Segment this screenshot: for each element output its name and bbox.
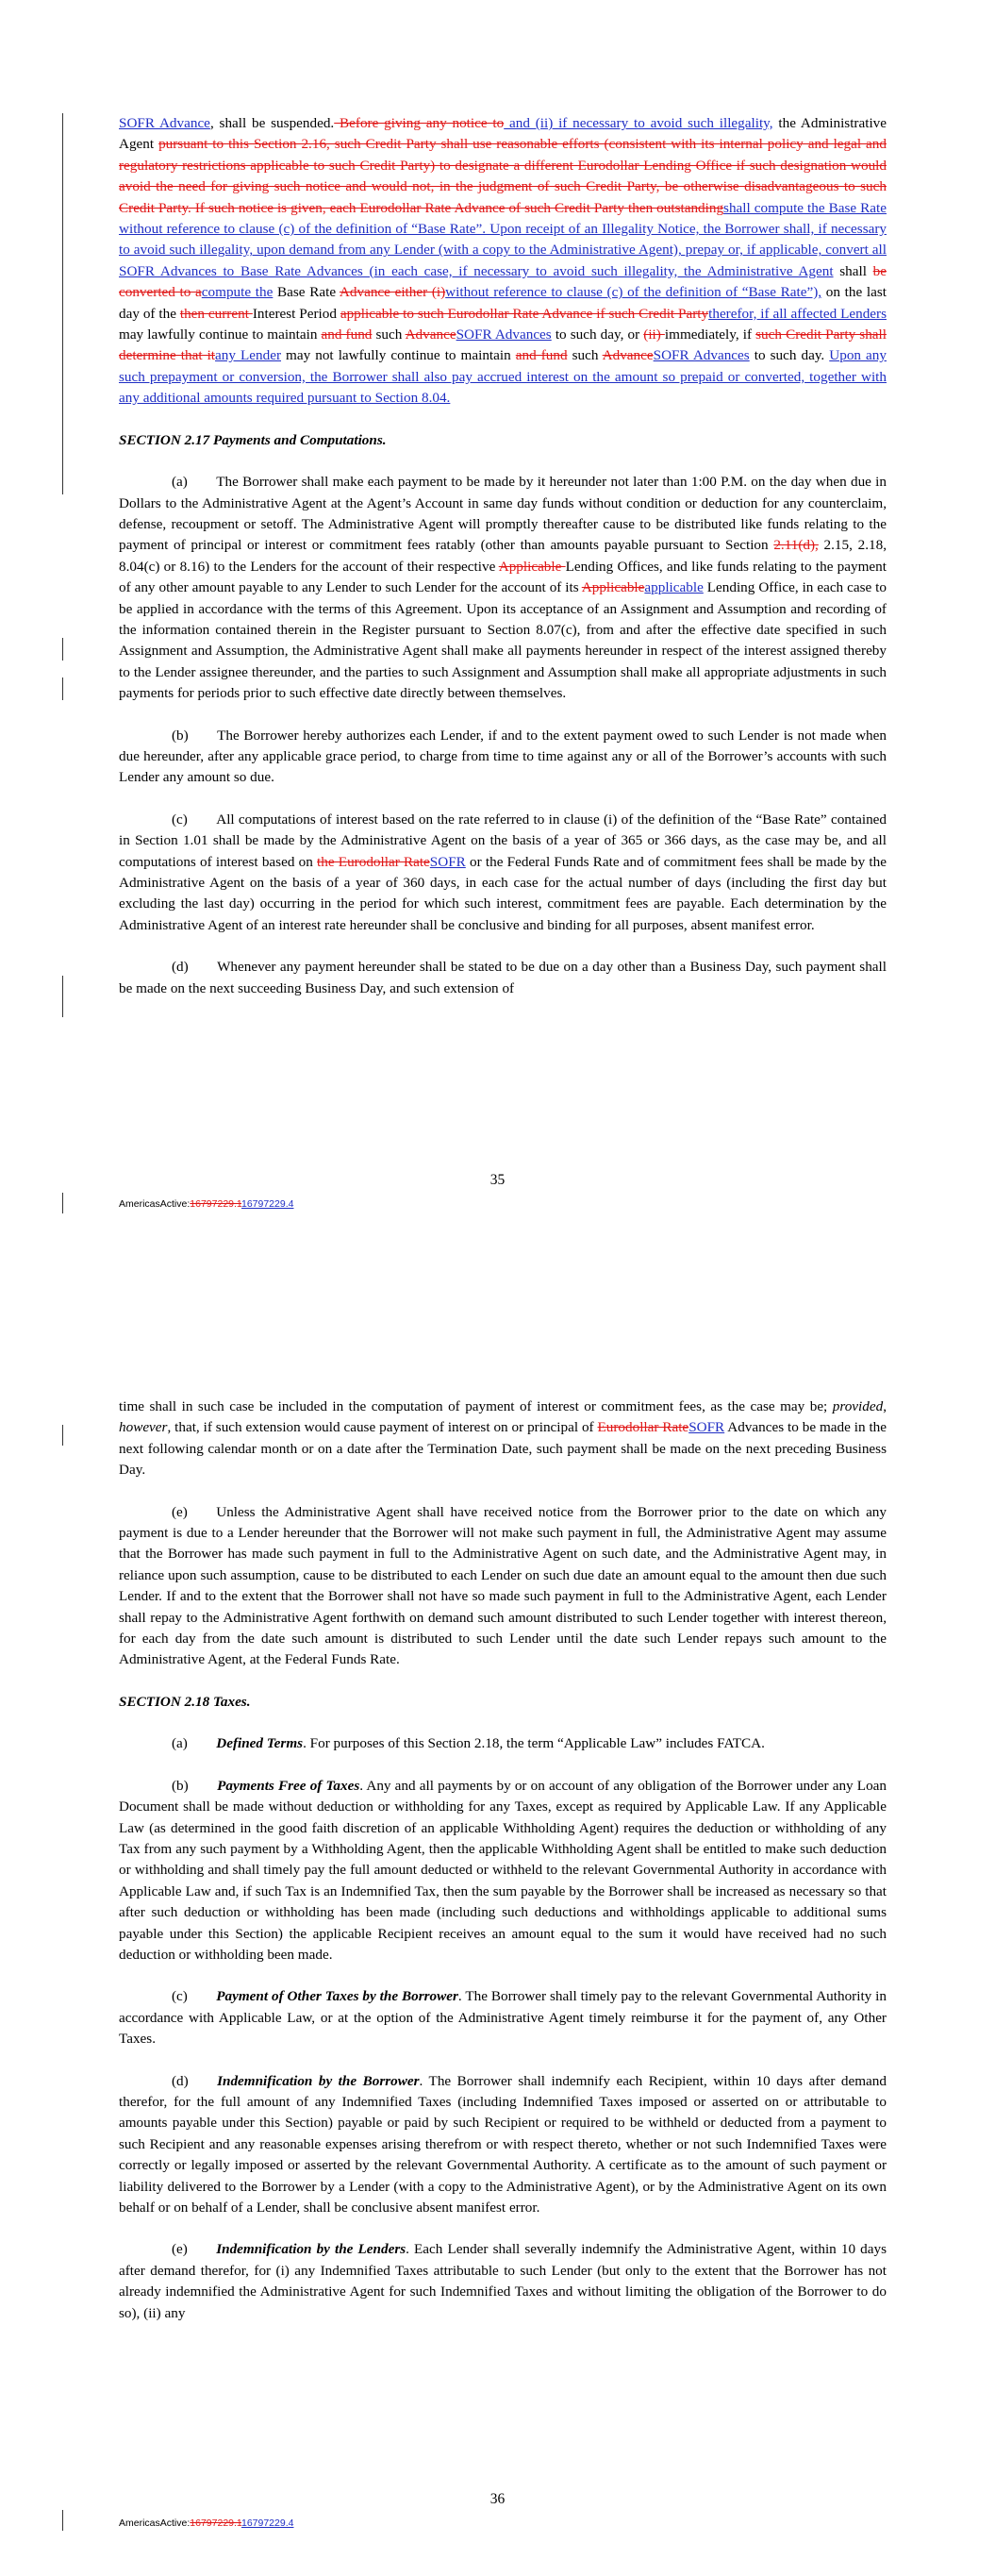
subheading: Indemnification by the Borrower [217,2072,420,2089]
inserted-text: applicable [644,579,704,596]
paragraph-2-18-e [119,2239,887,2324]
deleted-text: Advance [602,347,654,364]
inserted-text: SOFR [688,1419,725,1436]
deleted-text: then current [179,305,253,322]
text: . Any and all payments by or on account of any obligation of the Borrower under any Loan Document shall be made without deduction or withholding for any Taxes, except as required by Applicable Law. If any Applicable Law (as determined in the good faith discretion of an applicable Withholding Agent) requires the deduction or withholding of any Tax from any such payment by a Withholding Agent, then the applicable Withholding Agent shall be entitled to make such deduction or withholding and shall timely pay the full amount deducted or withheld to the relevant Governmental Authority in accordance with Applicable Law and, if such Tax is an Indemnified Tax, then the sum payable by the Borrower shall be increased as necessary so that after such deduction or withholding has been made (including such deductions and withholdings applicable to additional sums payable under this Section) the applicable Recipient receives an amount equal to the sum it would have received had no such deduction or withholding been made. [119,1777,887,1963]
text: to such day. [749,347,830,364]
text: may lawfully continue to maintain [119,326,322,343]
section-heading-2-17: SECTION 2.17 Payments and Computations. [119,431,387,448]
paragraph-2-17-d-continued [119,1397,887,1481]
deleted-text: Eurodollar Rate [597,1419,689,1436]
inserted-text: shall compute the Base Rate without reference to clause (c) of the definition of “Base Rate”. Upon receipt of an Illegality Notice, the Borrower shall, if necessary to avoid such illegality, upon demand from any Lender (with a copy to the Administrative Agent), prepay or, if applicable, convert all SOFR Advances to Base Rate Advances (in each case, if necessary to avoid such illegality, the Administrative Agent [119,199,887,279]
deleted-text: be converted to a [119,262,887,301]
deleted-text: such Credit Party shall determine that it [119,326,887,364]
text: or the Federal Funds Rate and of commitment fees shall be made by the Administrative Agent on the basis of a year of 360 days, in each case for the actual number of days (including the first day but excluding the last day) occurring in the period for which such interest, commitment fees are payable. Each determination by the Administrative Agent of an interest rate hereunder shall be conclusive and binding for all purposes, absent manifest error. [119,853,887,933]
deleted-text: Advance either (i) [339,284,446,301]
change-bar [62,677,63,700]
inserted-text: SOFR Advances [653,347,750,364]
inserted-text: without reference to clause (c) of the definition of “Base Rate”), [445,284,822,301]
deleted-text: and fund [321,326,373,343]
change-bar [62,638,63,661]
deleted-text: the Eurodollar Rate [317,853,430,870]
paragraph-2-18-c [119,1986,887,2049]
text: Advances to be made in the next following calendar month or on a date after the Termination Date, such payment shall be made on the next preceding Business Day. [119,1419,887,1479]
subheading: Indemnification by the Lenders [216,2241,406,2258]
inserted-text: SOFR Advances [456,326,552,343]
text: such [567,347,603,364]
text: (a) The Borrower shall make each payment to be made by it hereunder not later than 1:00 P.M. on the day when due in Dollars to the Administrative Agent at the Agent’s Account in same day funds without condition or deduction for any counterclaim, defense, recoupment or setoff. The Administrative Agent will promptly thereafter cause to be distributed like funds relating to the payment of principal or interest or commitment fees ratably (other than amounts payable pursuant to Section [119,474,887,554]
page-number: 35 [489,1172,506,1188]
change-bar [62,1193,63,1213]
text: shall [833,262,873,279]
text: AmericasActive: [119,2517,191,2529]
paragraph-2-17-d: (d) Whenever any payment hereunder shall be stated to be due on a day other than a Business Day, such payment shall be made on the next succeeding Business Day, and such extension of [119,959,887,996]
deleted-text: Before giving any notice to [334,115,505,131]
text: . The Borrower shall timely pay to the relevant Governmental Authority in accordance with Applicable Law, or at the option of the Administrative Agent timely reimburse it for the payment of, any Other Taxes. [119,1988,887,2048]
deleted-text: 16797229.1 [190,2517,241,2529]
deleted-text: pursuant to this Section 2.16, such Credit Party shall use reasonable efforts (consistent with its internal policy and legal and regulatory restrictions applicable to such Credit Party) to designate a different Eurodollar Lending Office if such designation would avoid the need for giving such notice and would not, in the judgment of such Credit Party, be otherwise disadvantageous to such Credit Party. If such notice is given, each Eurodollar Rate Advance of such Credit Party then outstanding [119,136,887,216]
text: (a) [172,1735,188,1752]
text: immediately, if [664,326,756,343]
deleted-text: and fund [515,347,568,364]
change-bar [62,2510,63,2531]
text: on the last day of the [119,284,887,322]
text: (d) [172,2072,189,2089]
page1-body [119,113,887,1020]
text: , shall be suspended. [209,115,335,131]
deleted-text: Applicable [498,558,566,575]
deleted-text: applicable to such Eurodollar Rate Advance if such Credit Party [340,305,709,322]
inserted-text: therefor, if all affected Lenders [708,305,887,322]
text: (c) [172,1988,188,2005]
inserted-text: Upon any such prepayment or conversion, the Borrower shall also pay accrued interest on the amount so prepaid or converted, together with any additional amounts required pursuant to Section 8.04. [119,347,887,407]
page-36 [0,1264,995,2576]
page-35 [0,0,995,1264]
paragraph-2-17-a [119,472,887,704]
subheading: Payments Free of Taxes [217,1777,360,1794]
inserted-text: compute the [201,284,274,301]
deleted-text: 16797229.1 [190,1198,241,1210]
paragraph-2-18-d [119,2071,887,2219]
paragraph-2-17-c [119,810,887,936]
paragraph-2-17-b: (b) The Borrower hereby authorizes each Lender, if and to the extent payment owed to such Lender is not made when due hereunder, after any applicable grace period, to charge from time to time against any or all of the Borrower’s accounts with such Lender any amount so due. [119,727,887,786]
text: . For purposes of this Section 2.18, the term “Applicable Law” includes FATCA. [303,1735,765,1752]
deleted-text: 2.11(d), [773,537,819,554]
text: Lending Office, in each case to be applied in accordance with the terms of this Agreement. Upon its acceptance of an Assignment and Assumption and recording of the information contained therein in the Register pursuant to Section 8.07(c), from and after the effective date specified in such Assignment and Assumption, the Administrative Agent shall make all payments hereunder in respect of the interest assigned thereby to the Lender assignee thereunder, and the parties to such Assignment and Assumption shall make all appropriate adjustments in such payments for periods prior to such effective date directly between themselves. [119,579,887,702]
paragraph-illegality [119,113,887,410]
inserted-text: SOFR Advance [119,115,210,131]
text: such [372,326,406,343]
text: Lending Offices, and like funds relating to the payment of any other amount payable to any Lender to such Lender for the account of its [119,558,887,596]
text: may not lawfully continue to maintain [281,347,516,364]
text: (e) [172,2241,188,2258]
paragraph-2-18-a [119,1733,887,1754]
text: (b) [172,1777,189,1794]
text: . The Borrower shall indemnify each Recipient, within 10 days after demand therefor, for the full amount of any Indemnified Taxes (including Indemnified Taxes imposed or asserted on or attributable to amounts payable under this Section) payable or paid by such Recipient or required to be withheld or deducted from a payment to such Recipient and any reasonable expenses arising therefrom or with respect thereto, whether or not such Indemnified Taxes were correctly or legally imposed or asserted by the relevant Governmental Authority. A certificate as to the amount of such payment or liability delivered to the Borrower by a Lender (with a copy to the Administrative Agent), or by the Administrative Agent on its own behalf or on behalf of a Lender, shall be conclusive absent manifest error. [119,2072,887,2216]
text: AmericasActive: [119,1198,191,1210]
footer-doc-id [119,2517,293,2529]
text: , [883,1398,887,1414]
text: Base Rate [273,284,340,301]
subheading: Payment of Other Taxes by the Borrower [216,1988,458,2005]
deleted-text: (ii) [643,326,665,343]
italic-text: provided [832,1398,884,1414]
change-bar [62,113,63,494]
text: the Administrative Agent [119,115,887,153]
text: , that, if such extension would cause payment of interest on or principal of [167,1419,598,1436]
change-bar [62,976,63,1017]
text: to such day, or [551,326,644,343]
text: time shall in such case be included in the computation of payment of interest or commitment fees, as the case may be; [119,1398,833,1414]
page-number: 36 [489,2491,506,2507]
deleted-text: Advance [405,326,456,343]
subheading: Defined Terms [216,1735,304,1752]
section-heading-2-18: SECTION 2.18 Taxes. [119,1693,251,1710]
paragraph-2-18-b [119,1776,887,1966]
footer-doc-id [119,1198,293,1210]
inserted-text: 16797229.4 [240,2517,294,2529]
text: (c) All computations of interest based on the rate referred to in clause (i) of the definition of the “Base Rate” contained in Section 1.01 shall be made by the Administrative Agent on the basis of a year of 365 or 366 days, as the case may be, and all computations of interest based on [119,811,887,870]
change-bar [62,1425,63,1446]
text: Interest Period [252,305,340,322]
paragraph-2-17-e: (e) Unless the Administrative Agent shall have received notice from the Borrower prior to the date on which any payment is due to a Lender hereunder that the Borrower will not make such payment in full, the Administrative Agent may assume that the Borrower has made such payment in full to the Administrative Agent on such date, and the Administrative Agent may, in reliance upon such assumption, cause to be distributed to each Lender on such due date an amount equal to the amount then due such Lender. If and to the extent that the Borrower shall not have so made such payment in full to the Administrative Agent, each Lender shall repay to the Administrative Agent forthwith on demand such amount distributed to such Lender together with interest thereon, for each day from the date such amount is distributed to such Lender until the date such Lender repays such amount to the Administrative Agent, at the Federal Funds Rate. [119,1503,887,1668]
deleted-text: Applicable [581,579,645,596]
italic-text: however [119,1419,168,1436]
page2-body [119,1397,887,2345]
text: 2.15, 2.18, 8.04(c) or 8.16) to the Lenders for the account of their respective [119,537,887,575]
inserted-text: 16797229.4 [240,1198,294,1210]
inserted-text: any Lender [215,347,282,364]
text: . Each Lender shall severally indemnify the Administrative Agent, within 10 days after demand therefor, for (i) any Indemnified Taxes attributable to such Lender (but only to the extent that the Borrower has not already indemnified the Administrative Agent for such Indemnified Taxes and without limiting the obligation of the Borrower to do so), (ii) any [119,2241,887,2321]
inserted-text: SOFR [429,853,466,870]
inserted-text: and (ii) if necessary to avoid such illegality, [504,115,773,131]
